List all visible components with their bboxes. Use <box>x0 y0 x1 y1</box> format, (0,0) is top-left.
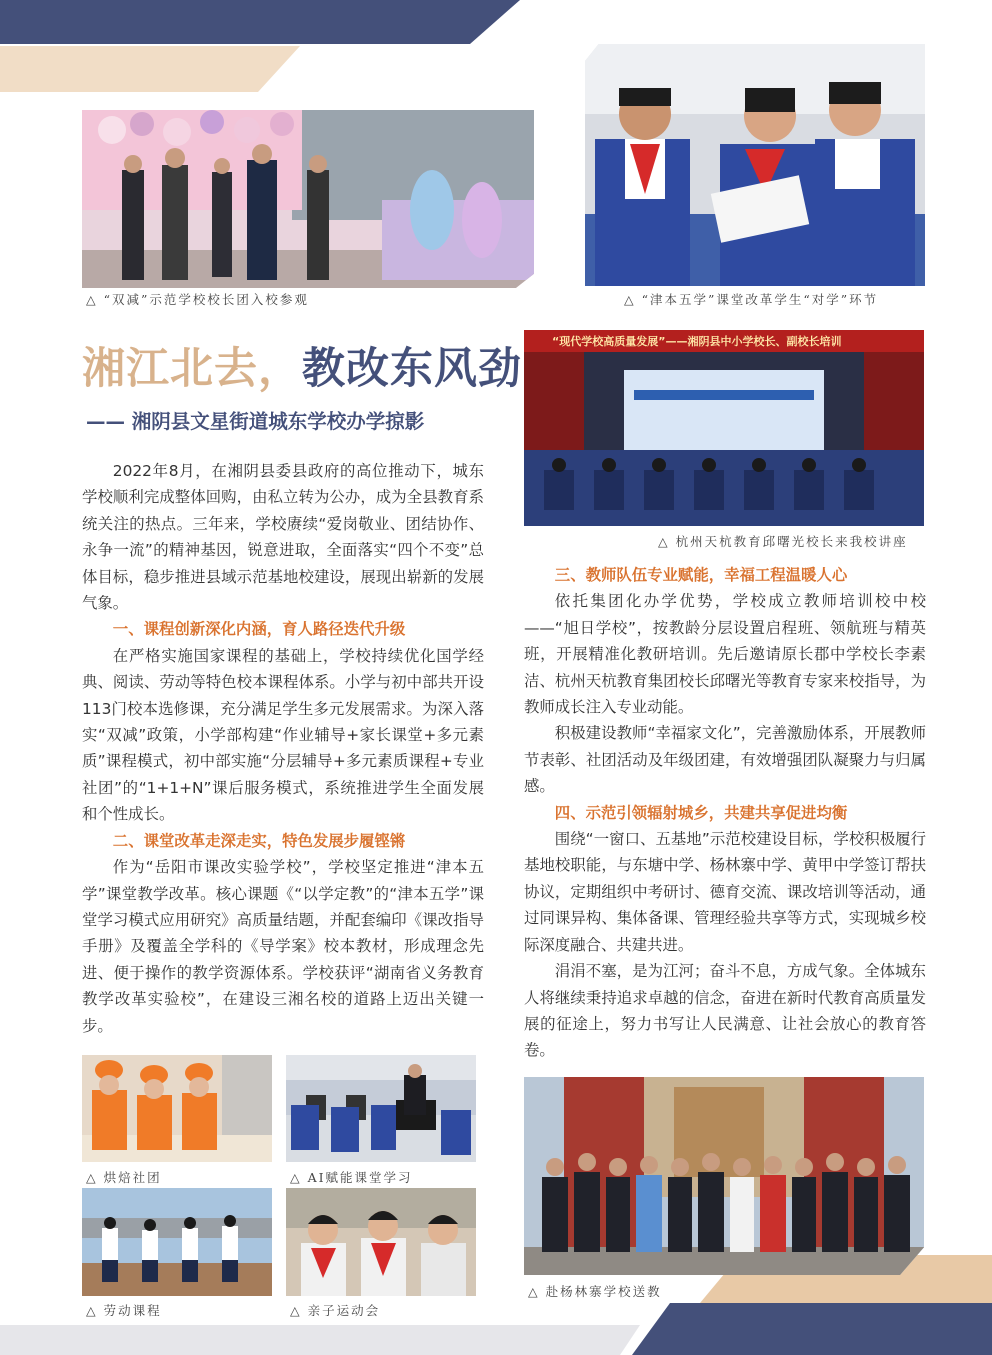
right-column <box>524 562 926 1064</box>
photo-lecture-hall <box>524 330 924 526</box>
caption-lecture: △ 杭州天杭教育邱曙光校长来我校讲座 <box>658 534 908 549</box>
caption-baking: △ 烘焙社团 <box>86 1170 162 1185</box>
caption-pair-study: △ “津本五学”课堂改革学生“对学”环节 <box>624 292 879 307</box>
left-column <box>82 458 484 1039</box>
caption-ai: △ AI赋能课堂学习 <box>290 1170 413 1185</box>
section3-heading: 三、教师队伍专业赋能，幸福工程温暖人心 <box>554 566 848 584</box>
photo-group-visit <box>524 1077 924 1275</box>
subtitle: —— 湘阴县文星街道城东学校办学掠影 <box>86 410 425 433</box>
title-part1: 湘江北去， <box>82 344 302 394</box>
caption-visitors: △ “双减”示范学校校长团入校参观 <box>86 292 309 307</box>
photo-sports-meet <box>286 1188 476 1296</box>
section3-body2: 积极建设教师“幸福家文化”，完善激励体系，开展教师节表彰、社团活动及年级团建，有效增强团队凝聚力与归属感。 <box>524 724 926 796</box>
photo-visitors <box>82 110 534 288</box>
section1-body: 在严格实施国家课程的基础上，学校持续优化国学经典、阅读、劳动等特色校本课程体系。小学与初中部共开设113门校本选修课，充分满足学生多元发展需求。为深入落实“双减”政策，小学部构建“作业辅导+家长课堂+多元素质”课程模式，初中部实施“分层辅导+多元素质课程+专业社团”的“1+1+N”课后服务模式，系统推进学生全面发展和个性成长。 <box>82 646 484 824</box>
top-left-decor <box>0 0 520 92</box>
section3-body1: 依托集团化办学优势，学校成立教师培训校中校——“旭日学校”，按教龄分层设置启程班、领航班与精英班，开展精准化教研培训。先后邀请原长郡中学校长李素洁、杭州天杭教育集团校长邱曙光等教育专家来校指导，为教师成长注入专业动能。 <box>524 592 926 717</box>
photo-baking-club <box>82 1055 272 1162</box>
caption-sports: △ 亲子运动会 <box>290 1303 381 1318</box>
hall-banner-text: “现代学校高质量发展”——湘阴县中小学校长、副校长培训 <box>552 335 842 348</box>
section4-heading: 四、示范引领辐射城乡，共建共享促进均衡 <box>554 803 848 822</box>
intro-paragraph: 2022年8月，在湘阴县委县政府的高位推动下，城东学校顺利完成整体回购，由私立转为公办，成为全县教育系统关注的热点。三年来，学校赓续“爱岗敬业、团结协作、永争一流”的精神基因，锐意进取，全面落实“四个不变”总体目标，稳步推进县域示范基地校建设，展现出崭新的发展气象。 <box>82 462 484 613</box>
title-part2: 教改东风劲 <box>302 344 522 394</box>
caption-group: △ 赴杨林寨学校送教 <box>528 1284 662 1299</box>
photo-ai-classroom <box>286 1055 476 1162</box>
caption-labor: △ 劳动课程 <box>86 1303 162 1318</box>
photo-labor-course <box>82 1188 272 1296</box>
section2-heading: 二、课堂改革走深走实，特色发展步履铿锵 <box>112 831 406 850</box>
section4-body2: 涓涓不塞，是为江河；奋斗不息，方成气象。全体城东人将继续秉持追求卓越的信念，奋进在新时代教育高质量发展的征途上，努力书写让人民满意、让社会放心的教育答卷。 <box>524 962 926 1060</box>
photo-students-pair-study <box>585 44 925 286</box>
section4-body1: 围绕“一窗口、五基地”示范校建设目标，学校积极履行基地校职能，与东塘中学、杨林寨中学、黄甲中学签订帮扶协议，定期组织中考研讨、德育交流、课改培训等活动，通过同课异构、集体备课、管理经验共享等方式，实现城乡校际深度融合、共建共进。 <box>524 830 926 954</box>
section2-body: 作为“岳阳市课改实验学校”，学校坚定推进“津本五学”课堂教学改革。核心课题《“以学定教”的“津本五学”课堂学习模式应用研究》高质量结题，并配套编印《课改指导手册》及覆盖全学科的《导学案》校本教材，形成理念先进、便于操作的教学资源体系。学校获评“湖南省义务教育教学改革实验校”，在建设三湘名校的道路上迈出关键一步。 <box>82 858 484 1035</box>
main-title <box>82 335 522 396</box>
section1-heading: 一、课程创新深化内涵，育人路径迭代升级 <box>112 620 406 639</box>
